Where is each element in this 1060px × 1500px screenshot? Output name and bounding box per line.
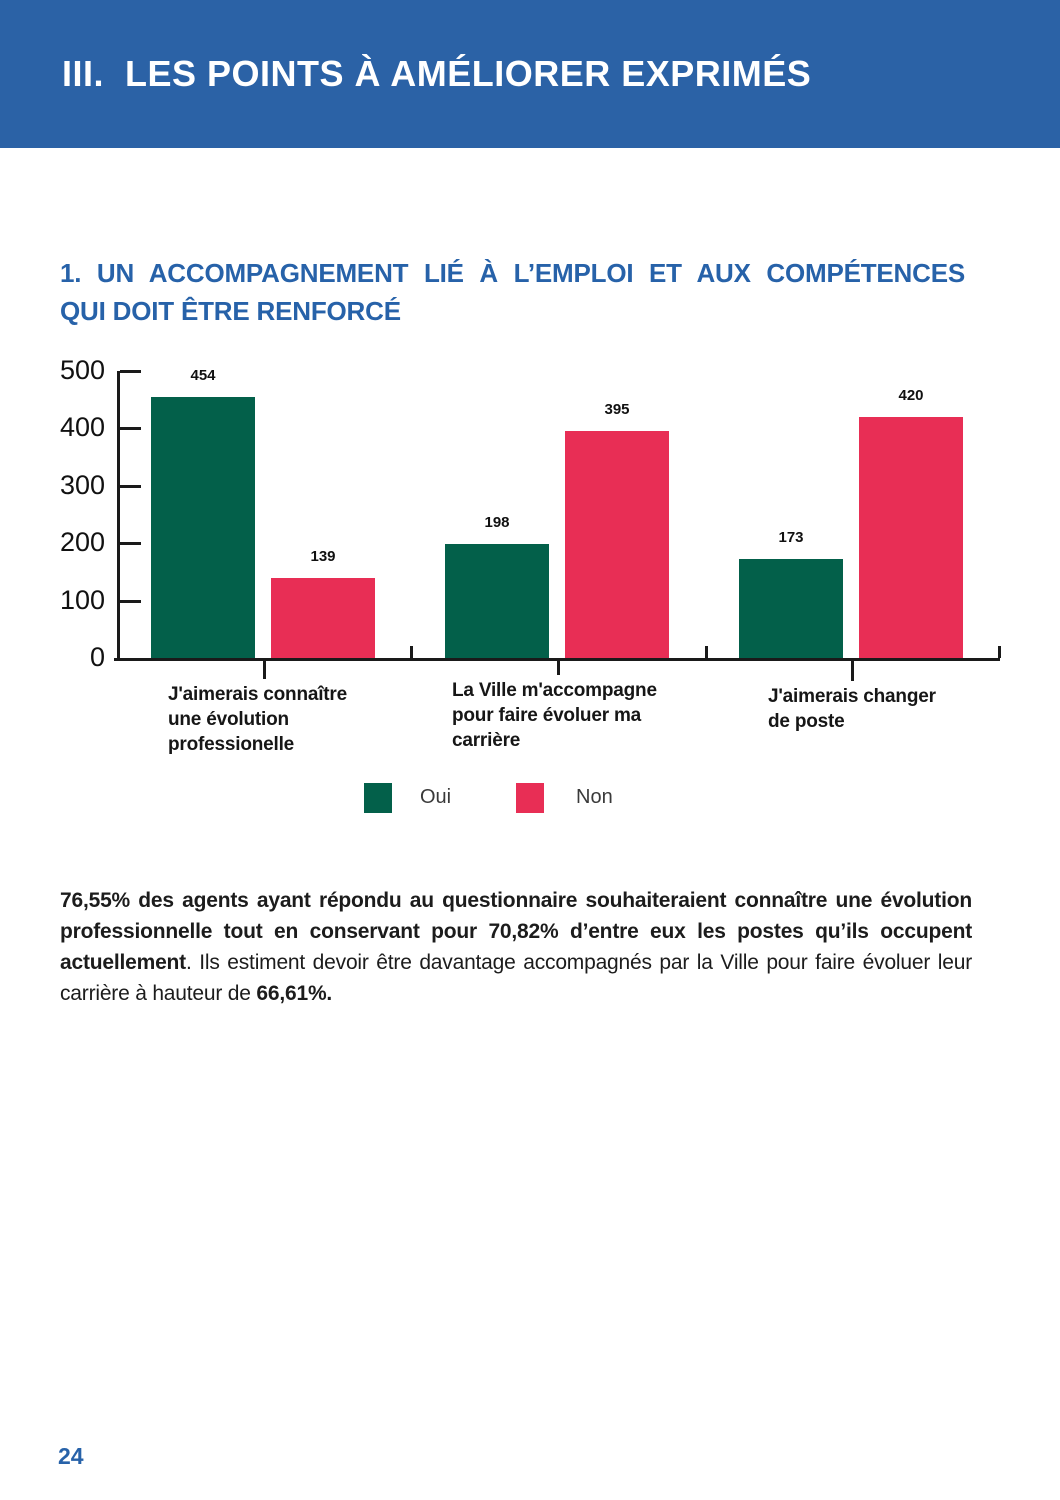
legend-swatch-oui (364, 783, 392, 813)
bar-value-label: 395 (604, 401, 630, 419)
y-axis-tick (120, 600, 141, 603)
category-label: J'aimerais changer de poste (768, 686, 936, 732)
bar-oui (739, 559, 843, 658)
legend-swatch-non (516, 783, 544, 813)
bar-non (271, 578, 375, 658)
bar-value-label: 420 (898, 386, 924, 404)
text-run: . Ils estiment devoir être davantage accompagnés par la Ville pour faire évoluer leur carrière à hauteur de (60, 951, 972, 1005)
legend-label-oui: Oui (420, 786, 452, 808)
section-heading-line1: 1. UN ACCOMPAGNEMENT LIÉ À L’EMPLOI ET AUX COMPÉTENCES (60, 258, 965, 288)
body-paragraph (60, 885, 972, 1009)
y-axis-tick-label: 500 (59, 355, 105, 385)
category-leader-tick (557, 661, 560, 675)
bar-oui (151, 397, 255, 658)
y-axis-tick-label: 400 (59, 412, 105, 443)
y-axis-tick-label: 200 (59, 527, 105, 558)
chart-legend (0, 783, 1060, 817)
page-title: III. LES POINTS À AMÉLIORER EXPRIMÉS (62, 53, 812, 94)
y-axis-tick-label: 300 (59, 469, 105, 500)
y-axis-line (117, 371, 120, 658)
y-axis-tick (120, 370, 141, 373)
page-number: 24 (58, 1443, 84, 1469)
y-axis-tick (120, 542, 141, 545)
header-banner (0, 0, 1060, 148)
section-heading (60, 254, 965, 330)
bar-non (565, 431, 669, 658)
y-axis-tick-label: 100 (59, 584, 105, 615)
legend-label-non: Non (576, 786, 613, 808)
bar-non (859, 417, 963, 658)
x-axis-boundary-tick (705, 646, 708, 658)
y-axis-tick (120, 427, 141, 430)
bar-value-label: 454 (190, 367, 216, 385)
bar-chart (0, 352, 1060, 832)
bold-text-run: 76,55% des agents ayant répondu au questionnaire souhaiteraient connaître une évolution professionnelle tout en conservant pour 70,82% d’entre eux les postes qu’ils occupent actuellement (60, 889, 972, 974)
bar-oui (445, 544, 549, 658)
category-leader-tick (851, 661, 854, 681)
x-axis-boundary-tick (998, 646, 1001, 658)
category-leader-tick (263, 661, 266, 679)
y-axis-tick (120, 485, 141, 488)
y-axis-tick-label: 0 (89, 642, 105, 672)
x-axis-boundary-tick (410, 646, 413, 658)
bar-value-label: 198 (484, 514, 510, 532)
bold-text-run: 66,61%. (256, 982, 333, 1005)
section-heading-line2: QUI DOIT ÊTRE RENFORCÉ (60, 296, 401, 326)
bar-value-label: 173 (778, 528, 804, 546)
category-label: J'aimerais connaître une évolution professionelle (168, 684, 347, 755)
category-label: La Ville m'accompagne pour faire évoluer ma carrière (452, 680, 657, 751)
bar-value-label: 139 (310, 548, 336, 566)
